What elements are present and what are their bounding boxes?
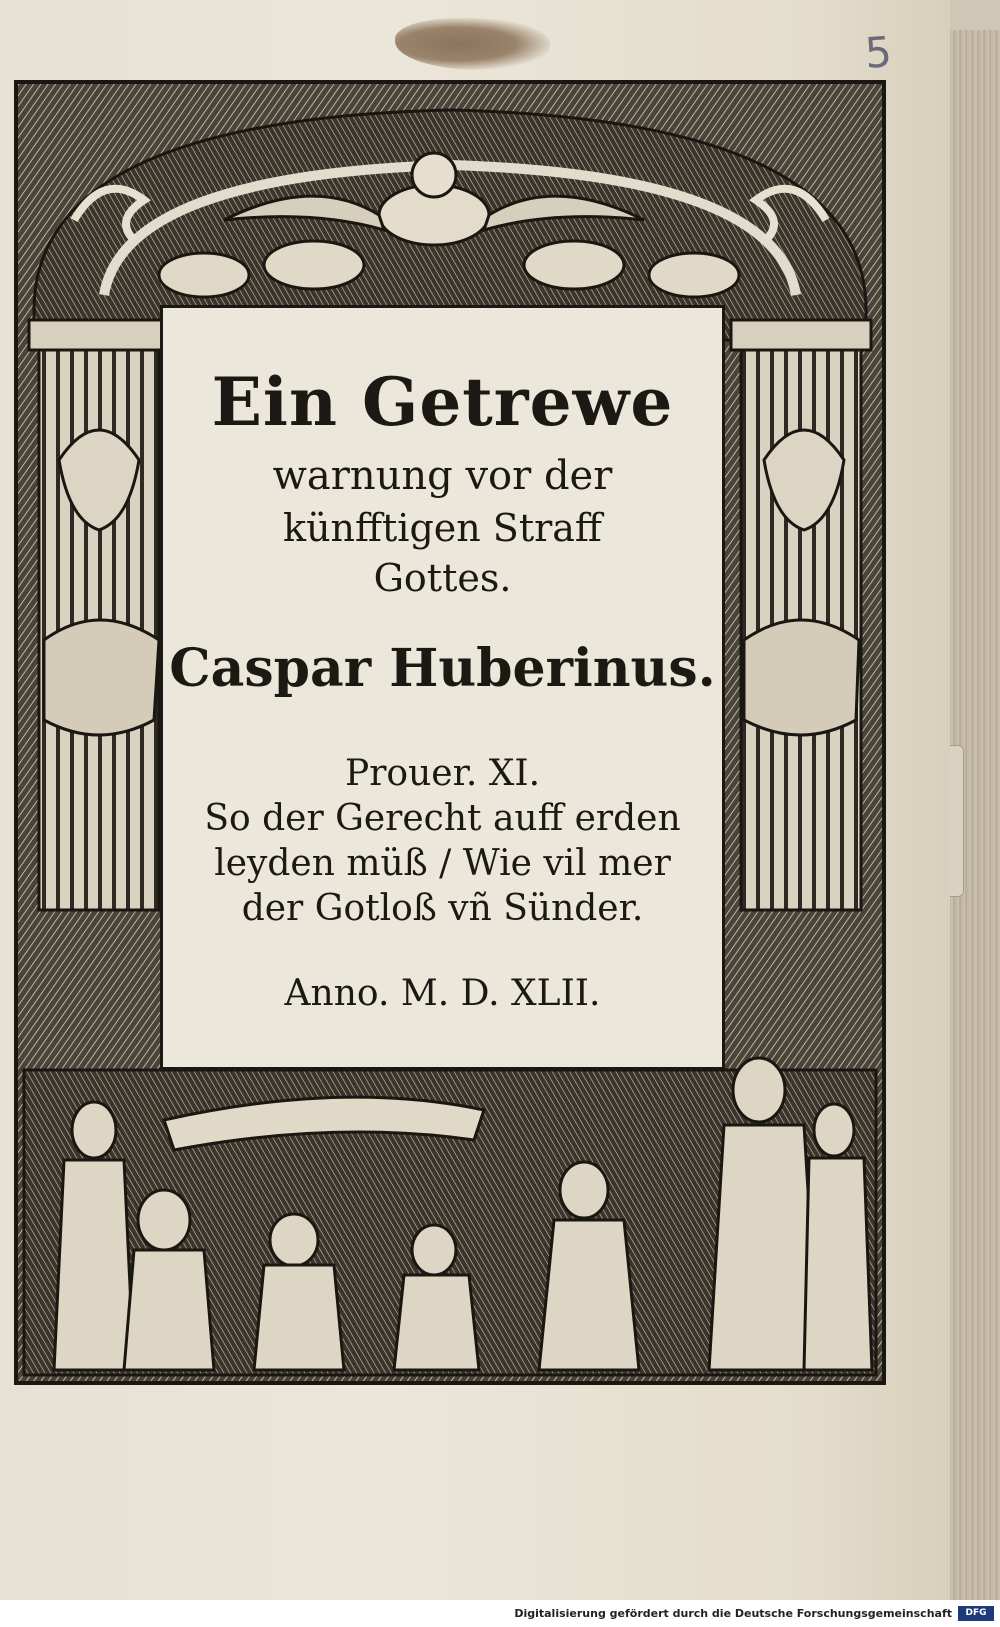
bible-reference: Prouer. XI.	[344, 753, 541, 794]
motto-line-1: So der Gerecht auff erden	[204, 798, 681, 839]
motto-line-3: der Gotloß vñ Sünder.	[241, 888, 644, 929]
title-line-1: Ein Getrewe	[211, 363, 674, 441]
title-line-3: künfftigen Straff	[283, 506, 602, 550]
footer-bar	[0, 1600, 1000, 1627]
title-panel	[160, 305, 725, 1070]
handwritten-page-number: 5	[863, 27, 894, 78]
motto-line-2: leyden müß / Wie vil mer	[214, 843, 671, 884]
footer-credit: Digitalisierung gefördert durch die Deutsche Forschungsgemeinschaft	[514, 1607, 952, 1620]
title-line-2: warnung vor der	[272, 453, 613, 499]
dfg-logo-icon: DFG	[958, 1606, 994, 1621]
author-name: Caspar Huberinus.	[169, 638, 716, 699]
stain	[395, 18, 550, 70]
publication-year: Anno. M. D. XLII.	[284, 973, 601, 1014]
title-line-4: Gottes.	[373, 556, 512, 600]
